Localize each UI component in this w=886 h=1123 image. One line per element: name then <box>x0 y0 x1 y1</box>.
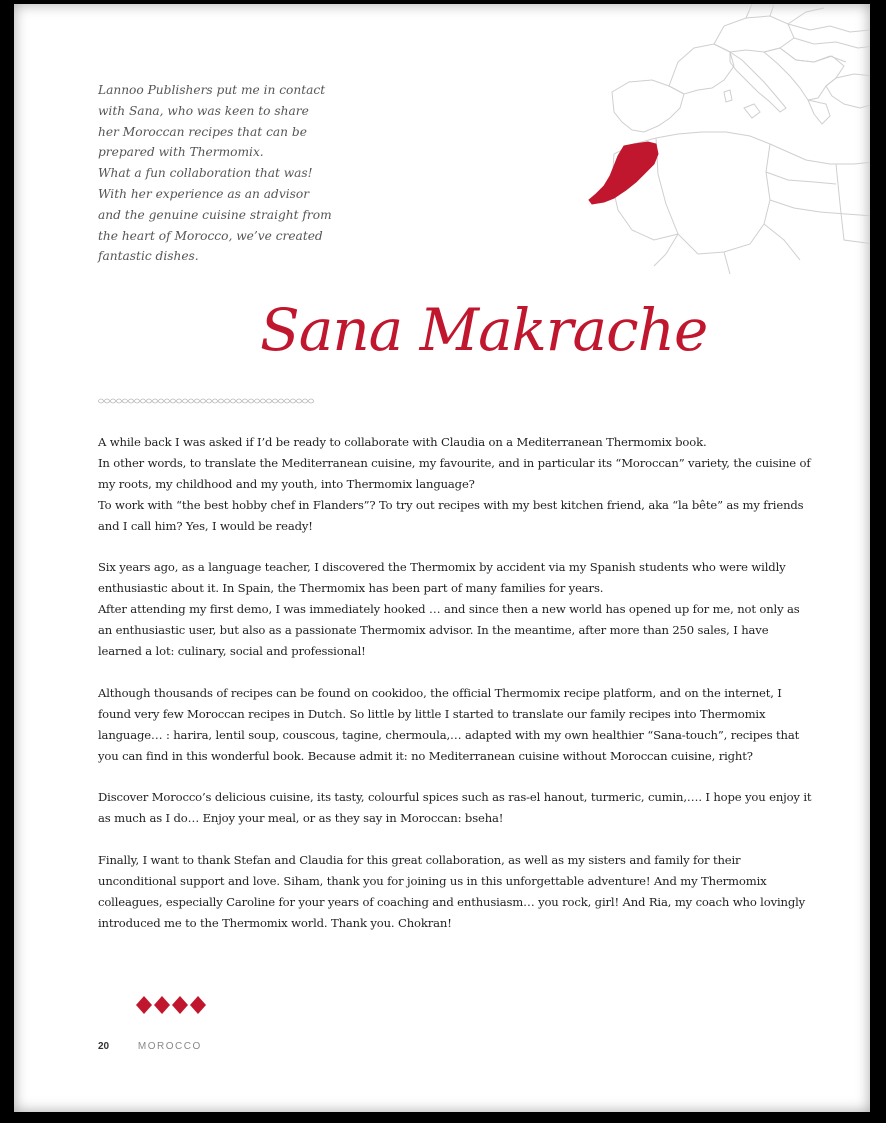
page <box>14 4 870 1112</box>
intro-line: her Moroccan recipes that can be <box>98 124 307 139</box>
body-sentence: Finally, I want to thank Stefan and Claudia for this great collaboration, as well as my sisters and family for their unconditional support and love. Siham, thank you for joining us in this unforgettable adventure! And my Thermomix colleagues, especially Caroline for your years of coaching and enthusiasm… you rock, girl! And Ria, my coach who lovingly introduced me to the Thermomix world. Thank you. Chokran! <box>98 853 806 930</box>
body-text <box>98 432 813 955</box>
intro-line: the heart of Morocco, we’ve created <box>98 228 323 243</box>
body-paragraph <box>98 432 813 537</box>
body-paragraph <box>98 683 813 767</box>
body-sentence: In other words, to translate the Mediterranean cuisine, my favourite, and in particular its “Moroccan” variety, the cuisine of my roots, my childhood and my youth, into Thermomix language? <box>98 455 811 491</box>
morocco-highlight-icon <box>589 142 658 204</box>
body-sentence: A while back I was asked if I’d be ready to collaborate with Claudia on a Mediterranean Thermomix book. <box>98 435 707 449</box>
intro-line: with Sana, who was keen to share <box>98 103 309 118</box>
body-sentence: To work with “the best hobby chef in Flanders”? To try out recipes with my best kitchen friend, aka “la bête” as my friends and I call him? Yes, I would be ready! <box>98 497 804 533</box>
page-title: Sana Makrache <box>260 296 708 364</box>
intro-text <box>98 80 338 267</box>
body-sentence: Although thousands of recipes can be found on cookidoo, the official Thermomix recipe platform, and on the internet, I found very few Moroccan recipes in Dutch. So little by little I started to translate our family recipes into Thermomix language… : harira, lentil soup, couscous, tagine, chermoula,… adapted with my own healthier “Sana-touch”, recipes that you can find in this wonderful book. Because admit it: no Mediterranean cuisine without Moroccan cuisine, right? <box>98 685 800 763</box>
intro-line: prepared with Thermomix. <box>98 145 264 160</box>
intro-line: With her experience as an advisor <box>98 186 310 201</box>
body-paragraph <box>98 850 813 934</box>
body-sentence: Discover Morocco’s delicious cuisine, its tasty, colourful spices such as ras-el hanout, turmeric, cumin,…. I hope you enjoy it as much as I do… Enjoy your meal, or as they say in Moroccan: bseha! <box>98 790 812 826</box>
wavy-divider-icon <box>98 396 318 406</box>
intro-line: and the genuine cuisine straight from <box>98 207 332 222</box>
intro-line: Lannoo Publishers put me in contact <box>98 83 326 97</box>
page-number: 20 <box>98 1041 110 1052</box>
intro-line: What a fun collaboration that was! <box>98 166 313 181</box>
body-paragraph <box>98 557 813 662</box>
diamond-ornament-icon <box>135 995 207 1015</box>
body-paragraph <box>98 787 813 829</box>
mediterranean-map-icon <box>574 4 870 274</box>
body-sentence: After attending my first demo, I was immediately hooked … and since then a new world has opened up for me, not only as an enthusiastic user, but also as a passionate Thermomix advisor. In the meantime, after more than 250 sales, I have learned a lot: culinary, social and professional! <box>98 602 800 659</box>
intro-line: fantastic dishes. <box>98 249 199 264</box>
section-name: MOROCCO <box>137 1041 202 1052</box>
body-sentence: Six years ago, as a language teacher, I discovered the Thermomix by accident via my Spanish students who were wildly enthusiastic about it. In Spain, the Thermomix has been part of many families for years. <box>98 560 786 596</box>
page-footer <box>98 1041 202 1052</box>
